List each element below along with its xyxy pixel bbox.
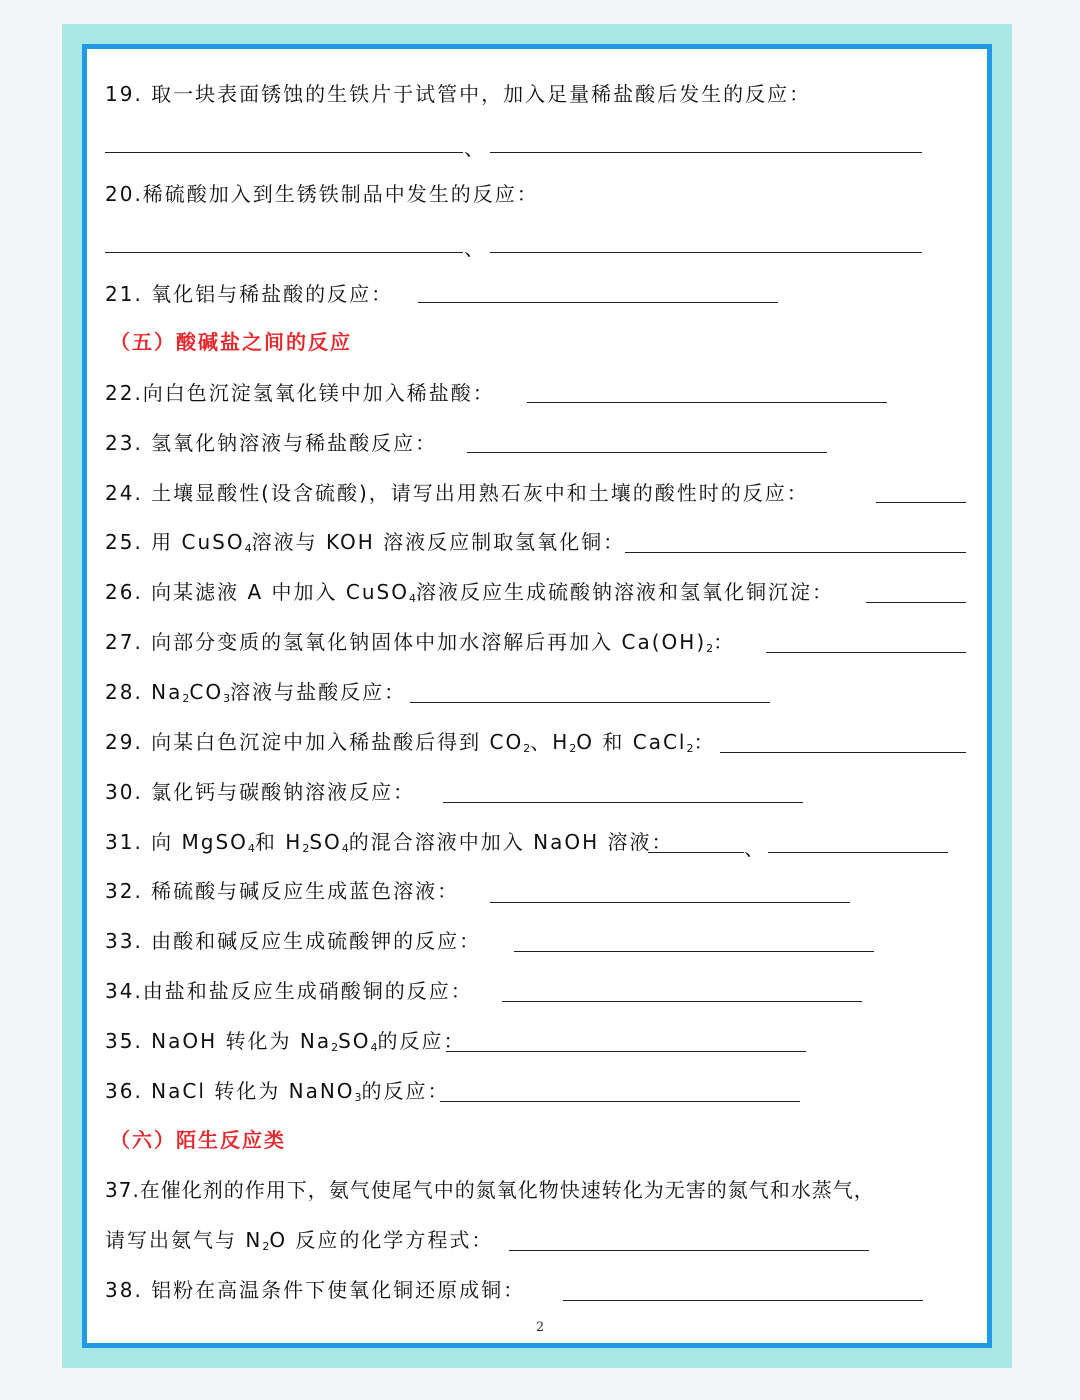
- question-37-line2: 请写出氨气与 $N_2O$ 反应的化学方程式：: [105, 1228, 494, 1253]
- answer-blank-19b[interactable]: [490, 152, 922, 153]
- question-30: 30. 氯化钙与碳酸钠溶液反应：: [105, 780, 416, 804]
- question-24: 24. 土壤显酸性(设含硫酸)，请写出用熟石灰中和土壤的酸性时的反应：: [105, 481, 809, 505]
- answer-blank-30[interactable]: [443, 802, 803, 803]
- question-28: 28. $Na_2CO_3$溶液与盐酸反应：: [105, 680, 407, 705]
- section-heading-6: （六）陌生反应类: [110, 1128, 286, 1152]
- question-25: 25. 用 CuSO$_4$溶液与 KOH 溶液反应制取氢氧化铜：: [105, 530, 626, 555]
- page-number: 2: [535, 1320, 545, 1335]
- question-19: 19. 取一块表面锈蚀的生铁片于试管中，加入足量稀盐酸后发生的反应：: [105, 82, 812, 106]
- answer-blank-26[interactable]: [866, 602, 966, 603]
- question-20: 20.稀硫酸加入到生锈铁制品中发生的反应：: [105, 182, 539, 206]
- question-35: 35. NaOH 转化为 $Na_2SO_4$的反应：: [105, 1029, 466, 1054]
- answer-blank-34[interactable]: [502, 1001, 862, 1002]
- answer-blank-33[interactable]: [514, 951, 874, 952]
- answer-blank-25[interactable]: [625, 552, 966, 553]
- question-26: 26. 向某滤液 A 中加入 CuSO$_4$溶液反应生成硫酸钠溶液和氢氧化铜沉淀：: [105, 580, 834, 605]
- question-33: 33. 由酸和碱反应生成硫酸钾的反应：: [105, 929, 482, 953]
- question-34: 34.由盐和盐反应生成硝酸铜的反应：: [105, 979, 473, 1003]
- separator-20: 、: [464, 236, 484, 260]
- answer-blank-38[interactable]: [563, 1300, 923, 1301]
- answer-blank-36[interactable]: [440, 1101, 800, 1102]
- answer-blank-28[interactable]: [410, 702, 770, 703]
- answer-blank-20b[interactable]: [490, 252, 922, 253]
- answer-blank-29[interactable]: [720, 752, 966, 753]
- answer-blank-23[interactable]: [467, 452, 827, 453]
- separator-31: 、: [744, 836, 764, 860]
- question-21: 21. 氧化铝与稀盐酸的反应：: [105, 282, 394, 306]
- answer-blank-31b[interactable]: [768, 852, 948, 853]
- answer-blank-37[interactable]: [509, 1250, 869, 1251]
- question-31: 31. 向 MgSO$_4$和 $H_2SO_4$的混合溶液中加入 NaOH 溶液：: [105, 830, 674, 855]
- answer-blank-31a[interactable]: [648, 852, 744, 853]
- answer-blank-24[interactable]: [876, 502, 966, 503]
- question-27: 27. 向部分变质的氢氧化钠固体中加水溶解后再加入 $Ca(OH)_2$：: [105, 630, 736, 655]
- answer-blank-22[interactable]: [527, 402, 887, 403]
- question-23: 23. 氢氧化钠溶液与稀盐酸反应：: [105, 431, 438, 455]
- question-37-line1: 37.在催化剂的作用下，氨气使尾气中的氮氧化物快速转化为无害的氮气和水蒸气，: [105, 1178, 875, 1202]
- question-38: 38. 铝粉在高温条件下使氧化铜还原成铜：: [105, 1278, 526, 1302]
- question-36: 36. NaCl 转化为 NaNO$_3$的反应：: [105, 1079, 450, 1104]
- answer-blank-21[interactable]: [418, 302, 778, 303]
- question-32: 32. 稀硫酸与碱反应生成蓝色溶液：: [105, 879, 460, 903]
- answer-blank-19a[interactable]: [105, 152, 463, 153]
- answer-blank-20a[interactable]: [105, 252, 463, 253]
- answer-blank-35[interactable]: [446, 1051, 806, 1052]
- answer-blank-27[interactable]: [766, 652, 966, 653]
- separator-19: 、: [464, 136, 484, 160]
- answer-blank-32[interactable]: [490, 902, 850, 903]
- section-heading-5: （五）酸碱盐之间的反应: [110, 330, 352, 354]
- question-22: 22.向白色沉淀氢氧化镁中加入稀盐酸：: [105, 381, 495, 405]
- question-29: 29. 向某白色沉淀中加入稀盐酸后得到 $CO_2$、$H_2O$ 和 CaCl$_2$：: [105, 730, 716, 755]
